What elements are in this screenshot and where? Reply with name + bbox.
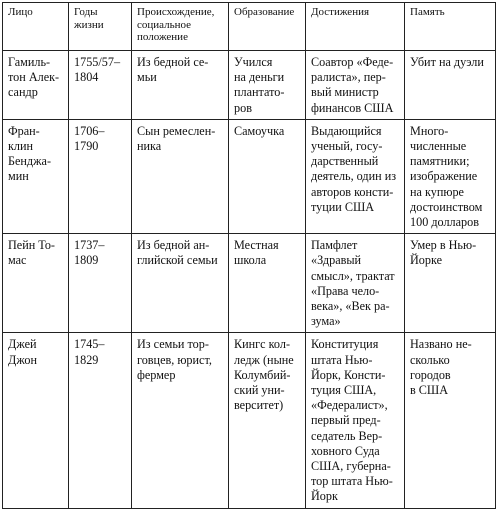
cell-memory: Убит на дуэли (405, 51, 496, 120)
column-header-achievements: Достижения (306, 3, 405, 51)
column-header-years: Годы жизни (69, 3, 132, 51)
cell-origin: Из бедной ан- глийской семьи (132, 234, 229, 333)
cell-years: 1737– 1809 (69, 234, 132, 333)
cell-years: 1745– 1829 (69, 333, 132, 508)
cell-education: Самоучка (229, 119, 306, 233)
cell-achievements: Выдающийся ученый, госу- дарственный деятель, один из авторов консти- туции США (306, 119, 405, 233)
table-row (3, 119, 496, 233)
cell-person: Пейн То- мас (3, 234, 69, 333)
table-row (3, 333, 496, 508)
cell-person: Фран- клин Бенджа- мин (3, 119, 69, 233)
cell-achievements: Соавтор «Феде- ралиста», пер- вый министр финансов США (306, 51, 405, 120)
cell-person: Джей Джон (3, 333, 69, 508)
table-row (3, 234, 496, 333)
column-header-education: Образование (229, 3, 306, 51)
column-header-person: Лицо (3, 3, 69, 51)
table-row (3, 51, 496, 120)
column-header-origin: Происхождение, социальное положение (132, 3, 229, 51)
cell-years: 1706– 1790 (69, 119, 132, 233)
cell-memory: Названо не- сколько городов в США (405, 333, 496, 508)
cell-origin: Из бедной се- мьи (132, 51, 229, 120)
column-header-memory: Память (405, 3, 496, 51)
table-header-row (3, 3, 496, 51)
cell-achievements: Памфлет «Здравый смысл», трактат «Права чело- века», «Век ра- зума» (306, 234, 405, 333)
cell-origin: Сын ремеслен- ника (132, 119, 229, 233)
biography-table (2, 2, 496, 509)
cell-origin: Из семьи тор- говцев, юрист, фермер (132, 333, 229, 508)
cell-years: 1755/57– 1804 (69, 51, 132, 120)
cell-person: Гамиль- тон Алек- сандр (3, 51, 69, 120)
cell-education: Кингс кол- ледж (ныне Колумбий- ский уни- верситет) (229, 333, 306, 508)
cell-memory: Много- численные памятники; изображение на купюре достоинством 100 долларов (405, 119, 496, 233)
cell-achievements: Конституция штата Нью- Йорк, Консти- туция США, «Федералист», первый пред- седатель Вер- ховного Суда США, губерна- тор штата Нью- Йорк (306, 333, 405, 508)
cell-memory: Умер в Нью- Йорке (405, 234, 496, 333)
cell-education: Учился на деньги плантато- ров (229, 51, 306, 120)
cell-education: Местная школа (229, 234, 306, 333)
